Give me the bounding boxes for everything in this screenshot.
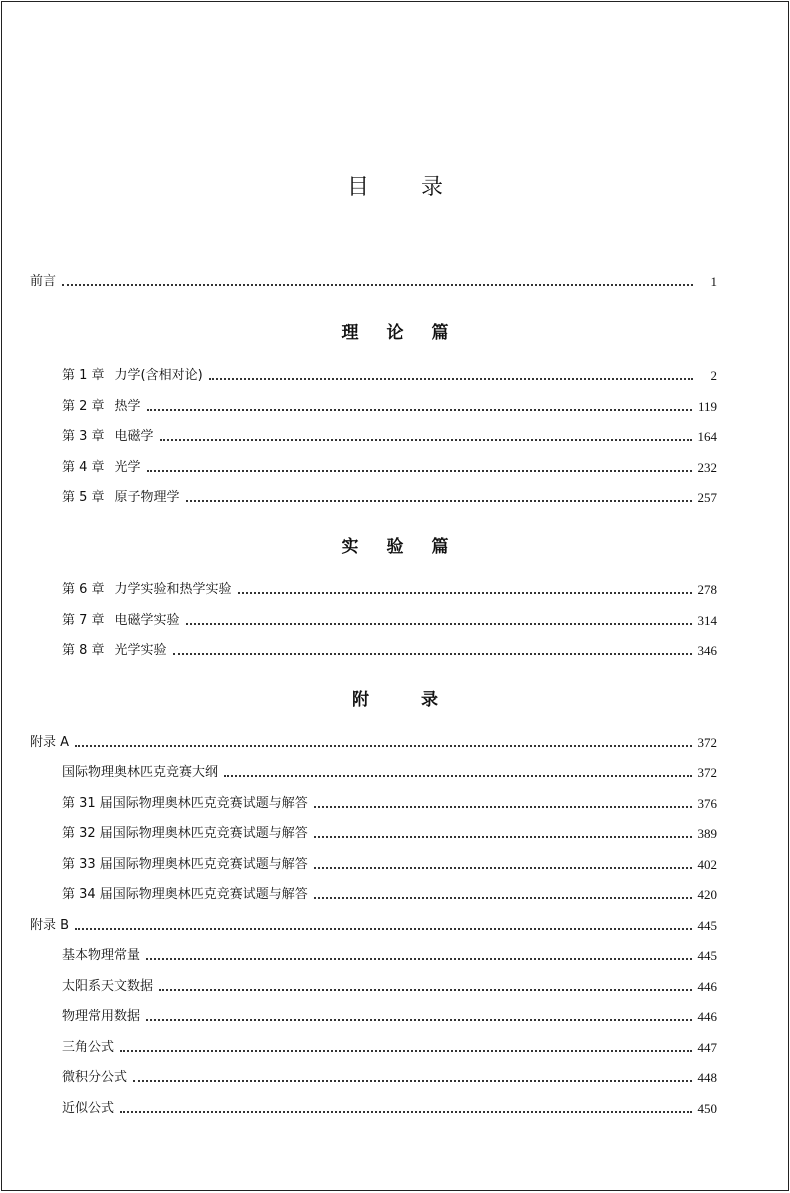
page-number: 446 <box>697 1009 717 1024</box>
toc-entry-appendix-item[interactable] <box>62 1003 717 1025</box>
entry-label: 太阳系天文数据 <box>62 979 154 994</box>
toc-entry-appendix-item[interactable] <box>62 759 717 781</box>
toc-entry-appendix-item[interactable] <box>62 881 717 903</box>
chapter-number: 第 7 章 <box>62 613 105 628</box>
entry-label: 附录 A <box>30 735 70 750</box>
page-number: 314 <box>697 613 717 628</box>
dot-leader <box>146 1019 691 1021</box>
entry-label: 前言 <box>30 274 57 289</box>
toc-page <box>1 1 789 1191</box>
page-number: 257 <box>697 490 717 505</box>
entry-label: 原子物理学 <box>114 490 180 505</box>
entry-label: 第 33 届国际物理奥林匹克竞赛试题与解答 <box>62 857 308 872</box>
page-number: 232 <box>697 460 717 475</box>
dot-leader <box>147 470 692 472</box>
dot-leader <box>314 806 692 808</box>
dot-leader <box>209 378 693 380</box>
page-number: 1 <box>710 274 717 289</box>
entry-label: 电磁学实验 <box>114 613 180 628</box>
toc-entry-chapter[interactable] <box>62 423 717 445</box>
toc-entry-appendix-item[interactable] <box>62 1095 717 1117</box>
toc-entry-appendix-item[interactable] <box>62 973 717 995</box>
page-number: 278 <box>697 582 717 597</box>
entry-label: 三角公式 <box>62 1040 115 1055</box>
dot-leader <box>159 989 691 991</box>
section-heading-appendix: 附 录 <box>352 690 438 710</box>
dot-leader <box>120 1050 691 1052</box>
page-title: 目 录 <box>346 175 444 200</box>
entry-label: 附录 B <box>30 918 70 933</box>
chapter-number: 第 2 章 <box>62 399 105 414</box>
toc-entry-appendix-item[interactable] <box>62 942 717 964</box>
dot-leader <box>314 897 692 899</box>
page-number: 389 <box>697 826 717 841</box>
chapter-number: 第 6 章 <box>62 582 105 597</box>
toc-entry-appendix-item[interactable] <box>62 790 717 812</box>
dot-leader <box>238 592 692 594</box>
page-number: 445 <box>697 948 717 963</box>
page-number: 372 <box>697 765 717 780</box>
entry-label: 第 34 届国际物理奥林匹克竞赛试题与解答 <box>62 887 308 902</box>
chapter-number: 第 8 章 <box>62 643 105 658</box>
page-number: 376 <box>697 796 717 811</box>
entry-label: 光学实验 <box>114 643 167 658</box>
dot-leader <box>314 836 692 838</box>
dot-leader <box>147 409 692 411</box>
toc-entry-chapter[interactable] <box>62 637 717 659</box>
page-number: 448 <box>697 1070 717 1085</box>
entry-label: 物理常用数据 <box>62 1009 141 1024</box>
dot-leader <box>75 745 691 747</box>
entry-label: 力学(含相对论) <box>114 368 203 383</box>
dot-leader <box>120 1111 691 1113</box>
toc-entry-preface[interactable] <box>30 268 717 290</box>
section-heading-theory: 理 论 篇 <box>341 323 449 343</box>
page-number: 447 <box>697 1040 717 1055</box>
dot-leader <box>133 1080 691 1082</box>
toc-entry-chapter[interactable] <box>62 607 717 629</box>
chapter-number: 第 5 章 <box>62 490 105 505</box>
entry-label: 近似公式 <box>62 1101 115 1116</box>
dot-leader <box>62 284 693 286</box>
dot-leader <box>186 623 692 625</box>
dot-leader <box>75 928 691 930</box>
toc-entry-appendix-a[interactable] <box>30 729 717 751</box>
chapter-number: 第 1 章 <box>62 368 105 383</box>
entry-label: 第 32 届国际物理奥林匹克竞赛试题与解答 <box>62 826 308 841</box>
entry-label: 光学 <box>114 460 141 475</box>
entry-label: 力学实验和热学实验 <box>114 582 232 597</box>
dot-leader <box>173 653 692 655</box>
toc-entry-chapter[interactable] <box>62 484 717 506</box>
entry-label: 热学 <box>114 399 141 414</box>
entry-label: 国际物理奥林匹克竞赛大纲 <box>62 765 219 780</box>
page-number: 446 <box>697 979 717 994</box>
toc-entry-chapter[interactable] <box>62 362 717 384</box>
entry-label: 电磁学 <box>114 429 154 444</box>
dot-leader <box>224 775 691 777</box>
chapter-number: 第 3 章 <box>62 429 105 444</box>
page-number: 445 <box>697 918 717 933</box>
page-number: 450 <box>697 1101 717 1116</box>
toc-entry-chapter[interactable] <box>62 576 717 598</box>
toc-entry-chapter[interactable] <box>62 393 717 415</box>
entry-label: 基本物理常量 <box>62 948 141 963</box>
chapter-number: 第 4 章 <box>62 460 105 475</box>
toc-entry-appendix-b[interactable] <box>30 912 717 934</box>
toc-entry-appendix-item[interactable] <box>62 1034 717 1056</box>
dot-leader <box>186 500 692 502</box>
toc-entry-chapter[interactable] <box>62 454 717 476</box>
page-number: 372 <box>697 735 717 750</box>
page-number: 2 <box>710 368 717 383</box>
toc-entry-appendix-item[interactable] <box>62 851 717 873</box>
page-number: 346 <box>697 643 717 658</box>
page-number: 420 <box>697 887 717 902</box>
page-number: 119 <box>697 399 717 414</box>
dot-leader <box>146 958 691 960</box>
page-number: 164 <box>697 429 717 444</box>
page-number: 402 <box>697 857 717 872</box>
dot-leader <box>160 439 692 441</box>
entry-label: 微积分公式 <box>62 1070 128 1085</box>
toc-entry-appendix-item[interactable] <box>62 1064 717 1086</box>
dot-leader <box>314 867 692 869</box>
entry-label: 第 31 届国际物理奥林匹克竞赛试题与解答 <box>62 796 308 811</box>
section-heading-experiment: 实 验 篇 <box>341 537 449 557</box>
toc-entry-appendix-item[interactable] <box>62 820 717 842</box>
